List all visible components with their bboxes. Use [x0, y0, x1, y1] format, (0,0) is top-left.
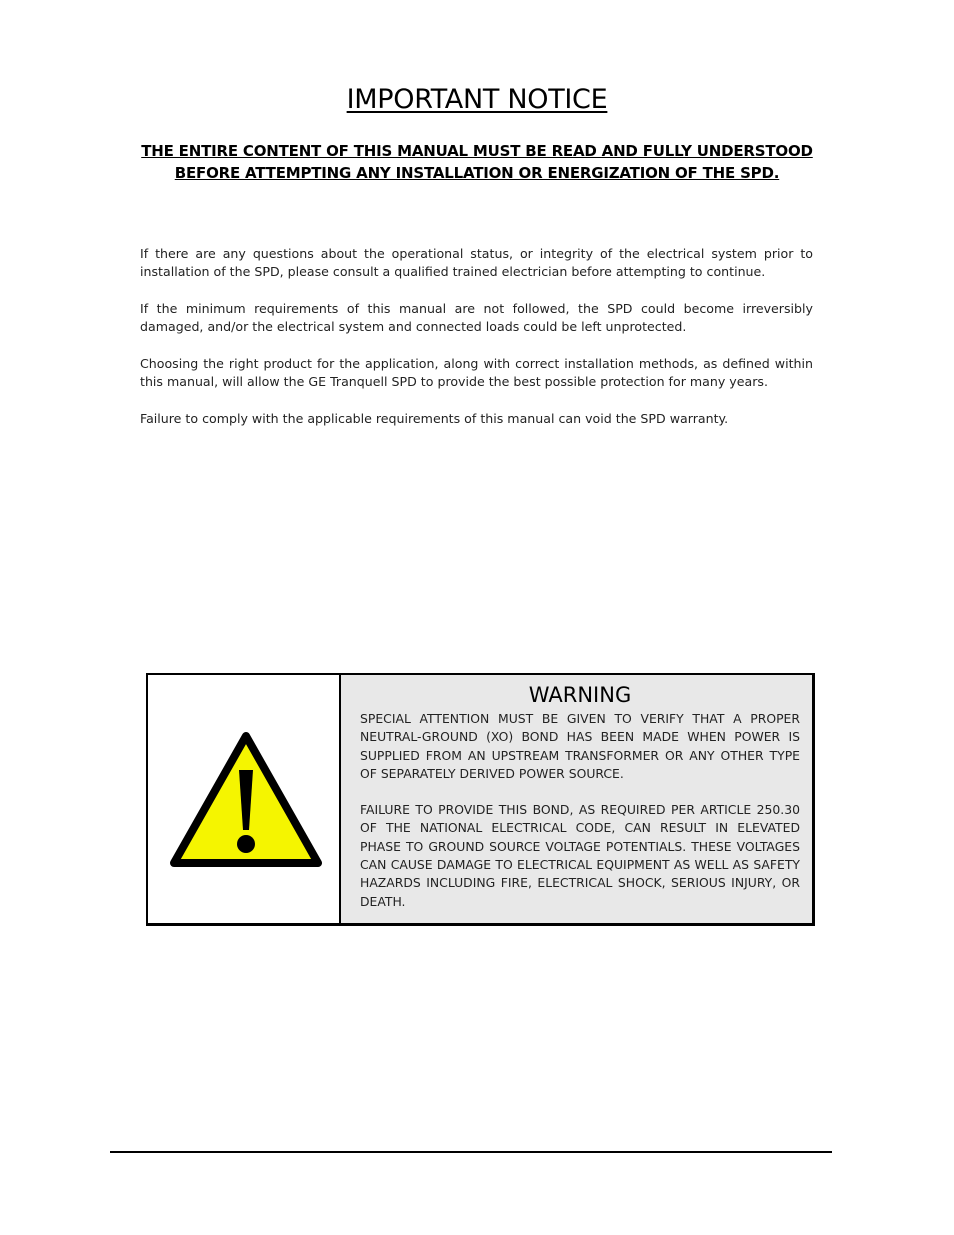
- body-paragraph-4: Failure to comply with the applicable requirements of this manual can void the SPD warranty.: [140, 411, 729, 426]
- warning-paragraph-2: FAILURE TO PROVIDE THIS BOND, AS REQUIRED PER ARTICLE 250.30 OF THE NATIONAL ELECTRICAL CODE, CAN RESULT IN ELEVATED PHASE TO GROUND SOURCE VOLTAGE POTENTIALS. THESE VOLTAGES CAN CAUSE DAMAGE TO ELECTRICAL EQUIPMENT AS WELL AS SAFETY HAZARDS INCLUDING FIRE, ELECTRICAL SHOCK, SERIOUS INJURY, OR DEATH.: [360, 802, 800, 909]
- warning-box: [146, 673, 815, 926]
- subtitle-line-1: THE ENTIRE CONTENT OF THIS MANUAL MUST BE READ AND FULLY UNDERSTOOD: [141, 142, 813, 160]
- page-title: IMPORTANT NOTICE: [346, 84, 608, 115]
- body-paragraph-2: If the minimum requirements of this manual are not followed, the SPD could become irreversibly damaged, and/or the electrical system and connected loads could be left unprotected.: [140, 301, 813, 335]
- warning-triangle-icon: [168, 730, 324, 870]
- warning-icon-cell: [148, 675, 341, 923]
- notice-body: [140, 245, 813, 447]
- warning-heading: WARNING: [528, 683, 632, 707]
- warning-text-cell: [341, 675, 812, 923]
- subtitle-line-2: BEFORE ATTEMPTING ANY INSTALLATION OR ENERGIZATION OF THE SPD.: [174, 164, 780, 182]
- notice-subtitle: [0, 140, 954, 184]
- body-paragraph-3: Choosing the right product for the application, along with correct installation methods, as defined within this manual, will allow the GE Tranquell SPD to provide the best possible protection for many years.: [140, 356, 813, 390]
- footer-divider: [110, 1151, 832, 1153]
- body-paragraph-1: If there are any questions about the operational status, or integrity of the electrical system prior to installation of the SPD, please consult a qualified trained electrician before attempting to continue.: [140, 246, 813, 280]
- warning-paragraph-1: SPECIAL ATTENTION MUST BE GIVEN TO VERIFY THAT A PROPER NEUTRAL-GROUND (XO) BOND HAS BEEN MADE WHEN POWER IS SUPPLIED FROM AN UPSTREAM TRANSFORMER OR ANY OTHER TYPE OF SEPARATELY DERIVED POWER SOURCE.: [360, 711, 800, 781]
